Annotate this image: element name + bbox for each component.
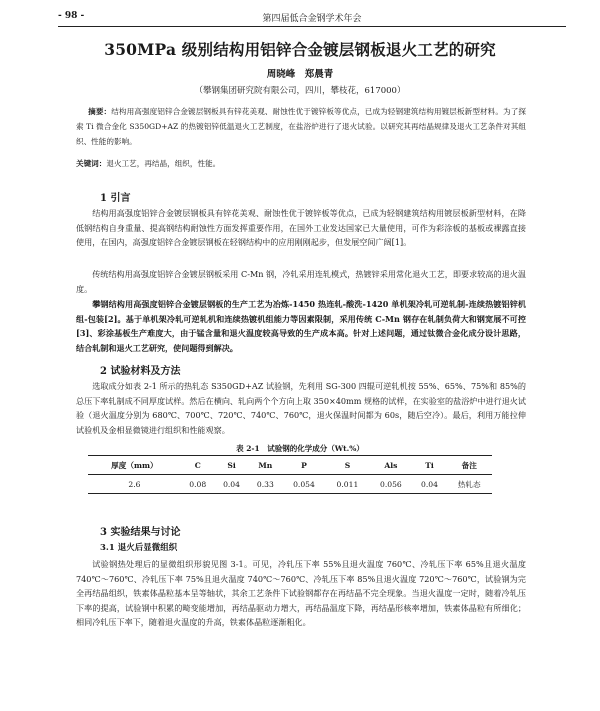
table-cell: 0.04 <box>421 479 438 489</box>
results-paragraph: 试验钢热处理后的显微组织形貌见图 3-1。可见，冷轧压下率 55%且退火温度 760℃、冷轧压下率 65%且退火温度 740℃～760℃、冷轧压下率 75%且退火温度 740℃～760℃、冷轧压下率 85%且退火温度 720℃～760℃，试验钢为完全再结晶组织，铁素体晶粒基本呈等轴状，其余工艺条件下试验钢都存在再结晶不完全现象。当退火温度一定时，随着冷轧压下率的提高，试验钢中积累的畸变能增加，再结晶驱动力增大，再结晶温度下降，再结晶形核率增加，铁素体晶粒有所细化；相同冷轧压下率下，随着退火温度的升高，铁素体晶粒逐渐粗化。 <box>76 559 526 628</box>
intro-paragraph-3: 攀钢结构用高强度铝锌合金镀层钢板的生产工艺为冶炼-1450 热连轧-酸洗-1420 单机架冷轧可逆轧制-连续热镀铝锌机组-包装[2]。基于单机架冷轧可逆轧机和连续热镀机组能力等因素限制，采用传统 C-Mn 钢存在轧制负荷大和钢宽展不可控[3]、彩涂基板生产难度大，由于锰含量和退火温度较高导致的生产成本高。针对上述问题，通过钛微合金化成分设计思路，结合轧制和退火工艺研究，使问题得到解决。 <box>76 299 526 353</box>
table-cell: 热轧态 <box>457 479 481 489</box>
header-cell: 备注 <box>461 460 477 470</box>
section-heading-materials: 2 试验材料及方法 <box>100 366 181 377</box>
subsection-heading-microstructure: 3.1 退火后显微组织 <box>100 543 178 553</box>
keywords-label: 关键词： <box>76 159 107 168</box>
running-header <box>58 8 566 27</box>
table-header-row <box>88 456 492 475</box>
page-number: - 98 - <box>58 11 85 21</box>
header-cell: Ti <box>425 460 434 470</box>
keywords <box>76 156 526 171</box>
affiliation: （攀钢集团研究院有限公司，四川，攀枝花，617000） <box>194 86 406 96</box>
abstract-text: 结构用高强度铝锌合金镀层钢板具有锌花美观、耐蚀性优于镀锌板等优点，已成为轻钢建筑结构用镀层板新型材料。为了探索 Ti 微合金化 S350GD+AZ 的热镀铝锌低温退火工艺制度，在盐浴炉进行了退火试验。以研究其再结晶规律及退火工艺条件对其组织、性能的影响。 <box>76 107 527 146</box>
intro-paragraph-1: 结构用高强度铝锌合金镀层钢板具有锌花美观、耐蚀性优于镀锌板等优点，已成为轻钢建筑结构用镀层板新型材料，在降低钢结构自身重量、提高钢结构耐蚀性方面发挥重要作用，在国外工业发达国家已大量使用，可作为彩涂板的基板或裸露直接使用，在国内，高强度铝锌合金镀层钢板在轻钢结构中的应用刚刚起步，但发展空间广阔[1]。 <box>76 208 526 248</box>
section-heading-introduction: 1 引言 <box>100 193 131 204</box>
authors: 周晓峰 郑晨青 <box>266 69 334 80</box>
abstract <box>76 104 526 149</box>
header-cell: P <box>301 460 307 470</box>
table-cell: 0.08 <box>189 479 207 489</box>
header-cell: Als <box>384 460 398 470</box>
header-cell: S <box>344 460 351 470</box>
table-cell: 0.054 <box>293 479 315 489</box>
materials-paragraph: 选取成分如表 2-1 所示的热轧态 S350GD+AZ 试验钢，先利用 SG-300 四辊可逆轧机按 55%、65%、75%和 85%的总压下率轧制成不同厚度试样。然后在横向、轧向两个个方向上取 350×40mm 规格的试样，在实验室的盐浴炉中进行退火试验（退火温度分别为 680℃、700℃、720℃、740℃、760℃，退火保温时间都为 60s，随后空冷）。最后，利用万能拉伸试验机及金相显微镜进行组织和性能观察。 <box>76 381 526 435</box>
table-row <box>88 475 492 494</box>
keywords-text: 退火工艺，再结晶，组织，性能。 <box>106 159 221 168</box>
header-cell: 厚度（mm） <box>111 460 158 470</box>
table-cell: 2.6 <box>128 479 141 489</box>
intro-paragraph-2: 传统结构用高强度铝锌合金镀层钢板采用 C-Mn 钢，冷轧采用连轧模式，热镀锌采用常化退火工艺，即要求较高的退火温度。 <box>76 269 526 294</box>
header-cell: C <box>194 460 201 470</box>
table-cell: 0.04 <box>223 479 240 489</box>
table-cell: 0.33 <box>256 479 274 489</box>
abstract-label: 摘要： <box>88 107 112 116</box>
chemical-composition-table <box>88 455 492 494</box>
table-cell: 0.056 <box>380 479 402 489</box>
header-cell: Mn <box>258 460 273 470</box>
conference-name: 第四届低合金钢学术年会 <box>262 14 362 24</box>
table-cell: 0.011 <box>336 479 359 489</box>
header-cell: Si <box>227 460 236 470</box>
paper-title: 350MPa 级别结构用铝锌合金镀层钢板退火工艺的研究 <box>104 40 496 59</box>
table-caption: 表 2-1 试验钢的化学成分（Wt.%） <box>236 444 364 453</box>
section-heading-results: 3 实验结果与讨论 <box>100 527 181 538</box>
